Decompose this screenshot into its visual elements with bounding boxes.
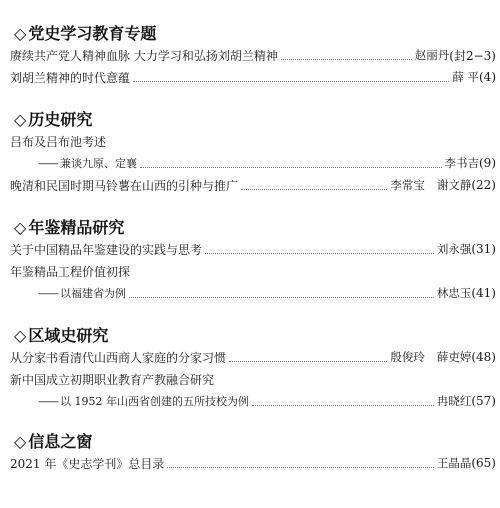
list-item[interactable] bbox=[10, 130, 496, 152]
list-item-subtitle[interactable] bbox=[10, 282, 496, 304]
entry-page: (封2−3) bbox=[449, 48, 496, 63]
entry-author: 李常宝 bbox=[390, 178, 425, 192]
entry-author: 王晶晶 bbox=[436, 456, 472, 470]
subtitle-dash: —— bbox=[38, 394, 58, 408]
entry-page: (65) bbox=[471, 456, 496, 470]
entry-author: 薛 平 bbox=[452, 70, 479, 84]
list-item[interactable] bbox=[10, 238, 496, 260]
list-item[interactable] bbox=[10, 346, 496, 368]
entry-title: 从分家书看清代山西商人家庭的分家习惯 bbox=[10, 350, 227, 365]
section-title: ◇ 信息之窗 bbox=[14, 432, 93, 451]
leader-dots bbox=[229, 361, 387, 362]
entry-page: (4) bbox=[479, 70, 496, 84]
entry-subtitle: 以 1952 年山西省创建的五所技校为例 bbox=[60, 395, 249, 408]
entry-title: 刘胡兰精神的时代意蕴 bbox=[10, 70, 131, 85]
entry-page: (48) bbox=[471, 350, 496, 364]
entry-page: (31) bbox=[471, 242, 496, 256]
section-title: ◇ 历史研究 bbox=[14, 110, 93, 129]
entry-author: 李书吉 bbox=[444, 156, 479, 170]
leader-dots bbox=[133, 81, 449, 82]
leader-dots bbox=[140, 167, 442, 168]
section-title: ◇ 区域史研究 bbox=[14, 326, 109, 345]
list-item[interactable] bbox=[10, 368, 496, 390]
entry-author: 刘永强 bbox=[436, 242, 472, 256]
entry-title: 关于中国精品年鉴建设的实践与思考 bbox=[10, 242, 203, 257]
subtitle-dash: —— bbox=[38, 156, 58, 170]
list-item[interactable] bbox=[10, 66, 496, 88]
entry-title: 2021 年《史志学刊》总目录 bbox=[10, 456, 165, 471]
entry-title: 年鉴精品工程价值初探 bbox=[10, 264, 131, 279]
diamond-outline-icon: ◇ bbox=[14, 432, 27, 451]
list-item[interactable] bbox=[10, 174, 496, 196]
list-item-subtitle[interactable] bbox=[10, 152, 496, 174]
diamond-outline-icon: ◇ bbox=[14, 110, 27, 129]
leader-dots bbox=[241, 189, 387, 190]
entry-subtitle: 兼谈九原、定襄 bbox=[60, 157, 137, 170]
entry-page: (41) bbox=[471, 286, 496, 300]
entry-author-2: 薛吏婷 bbox=[436, 350, 472, 364]
entry-author: 林忠玉 bbox=[436, 286, 472, 300]
list-item[interactable] bbox=[10, 452, 496, 474]
entry-title: 晚清和民国时期马铃薯在山西的引种与推广 bbox=[10, 178, 239, 193]
entry-subtitle: 以福建省为例 bbox=[60, 287, 126, 300]
section-title: ◇ 年鉴精品研究 bbox=[14, 218, 125, 237]
list-item-subtitle[interactable] bbox=[10, 390, 496, 412]
list-item[interactable] bbox=[10, 44, 496, 66]
leader-dots bbox=[281, 59, 412, 60]
entry-author: 殷俊玲 bbox=[390, 350, 425, 364]
diamond-outline-icon: ◇ bbox=[14, 218, 27, 237]
leader-dots bbox=[167, 467, 434, 468]
entry-page: (9) bbox=[479, 156, 496, 170]
entry-page: (22) bbox=[471, 178, 496, 192]
entry-page: (57) bbox=[471, 394, 496, 408]
entry-title: 新中国成立初期职业教育产教融合研究 bbox=[10, 372, 215, 387]
leader-dots bbox=[205, 253, 434, 254]
entry-author: 冉晓红 bbox=[436, 394, 472, 408]
list-item[interactable] bbox=[10, 260, 496, 282]
entry-title: 赓续共产党人精神血脉 大力学习和弘扬刘胡兰精神 bbox=[10, 48, 278, 63]
section-title: ◇ 党史学习教育专题 bbox=[14, 24, 157, 43]
diamond-outline-icon: ◇ bbox=[14, 24, 27, 43]
entry-author-2: 谢文静 bbox=[436, 178, 472, 192]
entry-author: 赵丽丹 bbox=[414, 48, 450, 62]
subtitle-dash: —— bbox=[38, 286, 58, 300]
diamond-outline-icon: ◇ bbox=[14, 326, 27, 345]
entry-title: 吕布及吕布池考述 bbox=[10, 134, 107, 149]
leader-dots bbox=[129, 297, 434, 298]
leader-dots bbox=[252, 405, 434, 406]
